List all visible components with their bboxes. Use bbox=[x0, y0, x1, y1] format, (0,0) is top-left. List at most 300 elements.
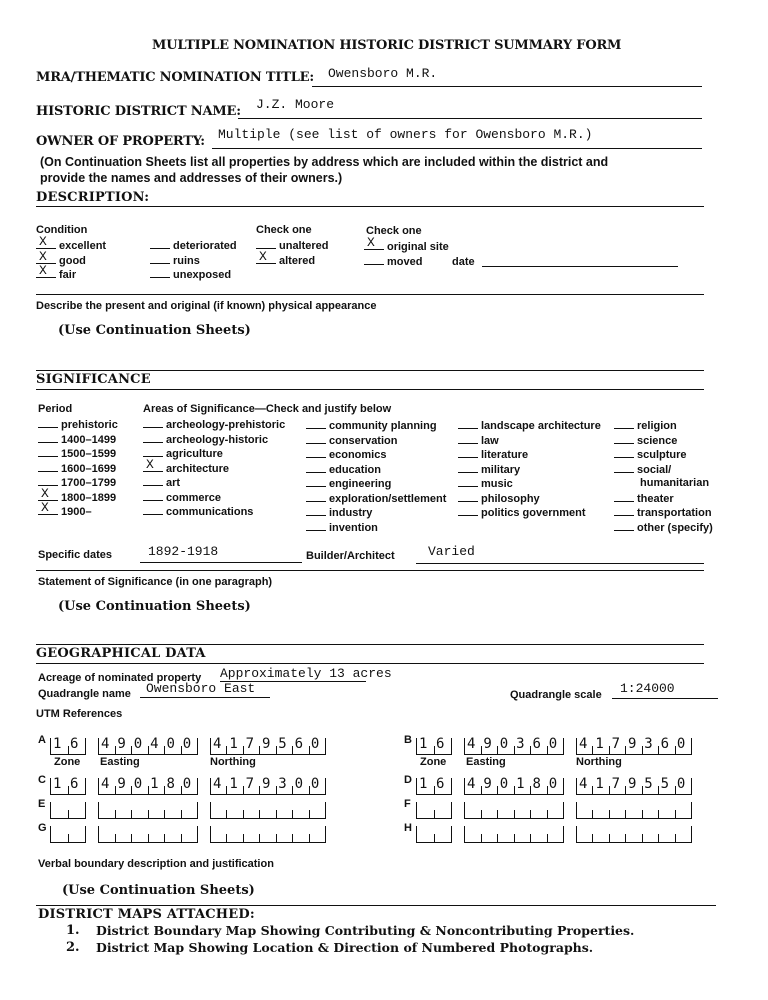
site-list bbox=[364, 235, 449, 268]
utm-digit-cell bbox=[132, 810, 149, 818]
utm-letter: B bbox=[404, 734, 412, 746]
period-list bbox=[38, 417, 118, 519]
checkbox-row bbox=[150, 238, 237, 253]
utm-northing-box[interactable] bbox=[210, 802, 326, 819]
utm-digit-cell bbox=[417, 834, 435, 842]
utm-digit-cell bbox=[626, 834, 642, 842]
checkbox-row bbox=[143, 475, 285, 490]
checkbox-row bbox=[614, 462, 713, 477]
checkbox-row bbox=[306, 520, 446, 535]
checkbox-label: 1600–1699 bbox=[61, 462, 117, 475]
check-blank[interactable] bbox=[143, 417, 163, 428]
utm-easting-box[interactable] bbox=[464, 826, 564, 843]
verbal-boundary-label: Verbal boundary description and justification bbox=[38, 858, 274, 870]
condition-list-2 bbox=[150, 238, 237, 282]
description-use-continuation: (Use Continuation Sheets) bbox=[58, 323, 251, 338]
checkbox-row bbox=[143, 446, 285, 461]
checkbox-row bbox=[458, 418, 601, 433]
checkbox-label: invention bbox=[329, 521, 378, 534]
maps-item-2-num: 2. bbox=[66, 940, 80, 955]
checkbox-label: ruins bbox=[173, 254, 200, 267]
checkbox-label: music bbox=[481, 478, 513, 490]
checkbox-row bbox=[143, 456, 285, 476]
checkbox-row bbox=[143, 504, 285, 519]
specific-dates-label: Specific dates bbox=[38, 549, 112, 561]
maps-rule bbox=[36, 905, 716, 906]
check-blank[interactable] bbox=[458, 462, 478, 473]
utm-northing-box[interactable] bbox=[576, 802, 692, 819]
checkbox-label: religion bbox=[637, 420, 677, 432]
utm-digit-cell bbox=[498, 834, 515, 842]
utm-digit-cell bbox=[51, 810, 69, 818]
owner-value[interactable]: Multiple (see list of owners for Owensboro M.R.) bbox=[218, 127, 593, 142]
checkbox-label: good bbox=[59, 254, 86, 267]
check-blank[interactable] bbox=[150, 267, 170, 278]
mra-label: MRA/THEMATIC NOMINATION TITLE: bbox=[36, 70, 314, 85]
utm-digit-cell bbox=[293, 810, 309, 818]
utm-digit-cell bbox=[610, 810, 626, 818]
areas-col-2 bbox=[306, 418, 446, 534]
checkbox-label: moved bbox=[387, 255, 423, 268]
checkbox-label: 1500–1599 bbox=[61, 448, 117, 460]
utm-digit-cell bbox=[165, 834, 182, 842]
checkbox-row bbox=[458, 462, 601, 477]
utm-digit-cell bbox=[482, 810, 499, 818]
utm-digit-cell bbox=[51, 834, 69, 842]
date-label: date bbox=[452, 256, 475, 268]
areas-col-3 bbox=[458, 418, 601, 520]
significance-rule bbox=[36, 389, 704, 390]
check-blank[interactable] bbox=[38, 500, 58, 516]
check-blank[interactable] bbox=[614, 520, 634, 531]
checkbox-label: agriculture bbox=[166, 448, 223, 460]
check-mark: X bbox=[41, 500, 49, 516]
period-label: Period bbox=[38, 403, 73, 415]
utm-digit-cell bbox=[435, 834, 452, 842]
utm-digit-cell bbox=[260, 810, 276, 818]
checkbox-row bbox=[458, 433, 601, 448]
check-blank[interactable] bbox=[364, 235, 384, 251]
checkbox-row bbox=[38, 417, 118, 432]
utm-digit-cell bbox=[293, 834, 309, 842]
utm-easting-box[interactable] bbox=[98, 802, 198, 819]
check-blank[interactable] bbox=[38, 475, 58, 486]
utm-digit-cell bbox=[149, 810, 166, 818]
checkbox-row bbox=[306, 447, 446, 462]
geo-use-continuation: (Use Continuation Sheets) bbox=[62, 883, 255, 898]
check-blank[interactable] bbox=[143, 490, 163, 501]
check-mark: X bbox=[39, 248, 47, 264]
utm-digit-cell bbox=[182, 834, 198, 842]
checkbox-row bbox=[150, 267, 237, 282]
description-rule bbox=[36, 206, 704, 207]
statement-label: Statement of Significance (in one paragraph) bbox=[38, 576, 273, 588]
utm-zone-box[interactable] bbox=[50, 826, 86, 843]
district-underline bbox=[238, 118, 702, 119]
areas-col-1 bbox=[143, 417, 285, 519]
utm-easting-box-value: 490180 bbox=[467, 776, 566, 792]
check-blank[interactable] bbox=[36, 234, 56, 250]
mra-value[interactable]: Owensboro M.R. bbox=[328, 66, 438, 81]
appearance-label: Describe the present and original (if known) physical appearance bbox=[36, 300, 377, 312]
check-blank[interactable] bbox=[458, 418, 478, 429]
check-blank[interactable] bbox=[458, 505, 478, 516]
utm-zone-box-value: 16 bbox=[53, 736, 88, 752]
utm-zone-label: Zone bbox=[420, 756, 447, 768]
check-blank[interactable] bbox=[38, 446, 58, 457]
checkbox-row bbox=[306, 433, 446, 448]
check-blank[interactable] bbox=[306, 462, 326, 473]
checkbox-row bbox=[458, 476, 601, 491]
utm-digit-cell bbox=[548, 810, 564, 818]
check-one-alteration-label: Check one bbox=[256, 224, 312, 236]
check-blank[interactable] bbox=[364, 254, 384, 265]
utm-digit-cell bbox=[626, 810, 642, 818]
utm-digit-cell bbox=[482, 834, 499, 842]
utm-northing-box[interactable] bbox=[210, 826, 326, 843]
maps-item-2-text: District Map Showing Location & Direction of Numbered Photographs. bbox=[96, 940, 594, 955]
checkbox-row bbox=[306, 462, 446, 477]
check-blank[interactable] bbox=[458, 447, 478, 458]
checkbox-label: unexposed bbox=[173, 269, 232, 281]
utm-easting-box[interactable] bbox=[464, 802, 564, 819]
checkbox-label: communications bbox=[166, 506, 254, 518]
utm-digit-cell bbox=[577, 834, 593, 842]
form-title: MULTIPLE NOMINATION HISTORIC DISTRICT SUMMARY FORM bbox=[152, 38, 622, 53]
checkbox-label: transportation bbox=[637, 507, 712, 519]
utm-zone-box-value: 16 bbox=[419, 736, 454, 752]
utm-digit-cell bbox=[515, 834, 532, 842]
check-blank[interactable] bbox=[38, 461, 58, 472]
check-blank[interactable] bbox=[38, 485, 58, 501]
acreage-label: Acreage of nominated property bbox=[38, 672, 202, 684]
checkbox-label: unaltered bbox=[279, 240, 329, 252]
utm-digit-cell bbox=[227, 810, 243, 818]
utm-digit-cell bbox=[69, 810, 86, 818]
utm-digit-cell bbox=[643, 810, 659, 818]
checkbox-row bbox=[143, 490, 285, 505]
check-mark: X bbox=[39, 234, 47, 250]
utm-digit-cell bbox=[531, 834, 548, 842]
utm-zone-box[interactable] bbox=[416, 802, 452, 819]
check-mark: X bbox=[39, 263, 47, 279]
utm-northing-box-value: 4179360 bbox=[579, 736, 694, 752]
check-blank[interactable] bbox=[38, 417, 58, 428]
check-blank[interactable] bbox=[458, 491, 478, 502]
utm-digit-cell bbox=[593, 810, 609, 818]
quad-name-label: Quadrangle name bbox=[38, 688, 131, 700]
builder-value[interactable]: Varied bbox=[428, 544, 475, 559]
dates-underline bbox=[140, 562, 302, 563]
utm-zone-box[interactable] bbox=[50, 802, 86, 819]
builder-label: Builder/Architect bbox=[306, 550, 395, 562]
utm-digit-cell bbox=[548, 834, 564, 842]
check-blank[interactable] bbox=[150, 238, 170, 249]
utm-digit-cell bbox=[610, 834, 626, 842]
check-blank[interactable] bbox=[306, 505, 326, 516]
areas-col-4 bbox=[614, 418, 713, 534]
utm-digit-cell bbox=[99, 810, 116, 818]
checkbox-label: excellent bbox=[59, 240, 107, 252]
checkbox-row bbox=[38, 475, 118, 490]
checkbox-label: conservation bbox=[329, 434, 398, 447]
utm-digit-cell bbox=[182, 810, 198, 818]
checkbox-row bbox=[614, 476, 713, 491]
checkbox-row bbox=[36, 263, 106, 282]
check-blank[interactable] bbox=[306, 418, 326, 429]
check-blank[interactable] bbox=[306, 520, 326, 531]
checkbox-row bbox=[143, 417, 285, 432]
check-blank[interactable] bbox=[38, 432, 58, 443]
checkbox-row bbox=[614, 505, 713, 520]
utm-digit-cell bbox=[310, 810, 325, 818]
checkbox-label: altered bbox=[279, 254, 316, 267]
utm-digit-cell bbox=[659, 810, 675, 818]
utm-digit-cell bbox=[435, 810, 452, 818]
checkbox-label: commerce bbox=[166, 491, 222, 504]
utm-easting-box-value: 490180 bbox=[101, 776, 200, 792]
significance-heading: SIGNIFICANCE bbox=[36, 372, 151, 387]
checkbox-label: 1900– bbox=[61, 506, 92, 518]
checkbox-label: economics bbox=[329, 449, 387, 461]
utm-digit-cell bbox=[417, 810, 435, 818]
checkbox-label: philosophy bbox=[481, 492, 540, 505]
maps-item-1-text: District Boundary Map Showing Contributing & Noncontributing Properties. bbox=[96, 923, 635, 938]
quad-name-value[interactable]: Owensboro East bbox=[146, 681, 256, 696]
checkbox-label: literature bbox=[481, 449, 529, 461]
check-blank[interactable] bbox=[143, 432, 163, 443]
utm-digit-cell bbox=[676, 834, 691, 842]
utm-digit-cell bbox=[99, 834, 116, 842]
checkbox-row bbox=[38, 461, 118, 476]
utm-zone-label: Zone bbox=[54, 756, 81, 768]
utm-digit-cell bbox=[465, 834, 482, 842]
checkbox-row bbox=[306, 491, 446, 506]
utm-northing-box-value: 4179560 bbox=[213, 736, 328, 752]
utm-digit-cell bbox=[244, 834, 260, 842]
utm-letter: G bbox=[38, 822, 47, 834]
check-blank[interactable] bbox=[458, 433, 478, 444]
checkbox-row bbox=[38, 432, 118, 447]
utm-easting-box[interactable] bbox=[98, 826, 198, 843]
checkbox-row bbox=[38, 485, 118, 505]
checkbox-row bbox=[458, 505, 601, 520]
utm-digit-cell bbox=[165, 810, 182, 818]
areas-label: Areas of Significance—Check and justify below bbox=[143, 403, 392, 415]
checkbox-row bbox=[614, 447, 713, 462]
utm-zone-box-value: 16 bbox=[419, 776, 454, 792]
check-blank[interactable] bbox=[143, 456, 163, 472]
utm-digit-cell bbox=[260, 834, 276, 842]
geo-rule bbox=[36, 663, 704, 664]
utm-letter: E bbox=[38, 798, 46, 810]
utm-label: UTM References bbox=[36, 708, 123, 720]
utm-zone-box[interactable] bbox=[416, 826, 452, 843]
check-blank[interactable] bbox=[36, 248, 56, 264]
checkbox-label: science bbox=[637, 434, 678, 447]
condition-list bbox=[36, 234, 107, 282]
checkbox-label: social/ bbox=[637, 463, 672, 476]
geo-heading: GEOGRAPHICAL DATA bbox=[36, 646, 206, 661]
checkbox-label: law bbox=[481, 434, 499, 447]
quad-name-underline bbox=[140, 697, 270, 698]
utm-digit-cell bbox=[211, 834, 227, 842]
checkbox-row bbox=[614, 418, 713, 433]
check-blank[interactable] bbox=[458, 476, 478, 487]
acreage-value[interactable]: Approximately 13 acres bbox=[220, 666, 392, 681]
geo-rule-top bbox=[36, 644, 704, 645]
utm-digit-cell bbox=[515, 810, 532, 818]
checkbox-label: politics government bbox=[481, 507, 586, 519]
condition-label: Condition bbox=[36, 224, 88, 236]
utm-letter: D bbox=[404, 774, 412, 786]
utm-digit-cell bbox=[676, 810, 691, 818]
check-blank[interactable] bbox=[150, 253, 170, 264]
utm-easting-box-value: 490360 bbox=[467, 736, 566, 752]
check-one-site-label: Check one bbox=[366, 225, 422, 237]
checkbox-row bbox=[614, 520, 713, 535]
checkbox-row bbox=[306, 418, 446, 433]
check-blank[interactable] bbox=[614, 505, 634, 516]
maps-item-1-num: 1. bbox=[66, 923, 80, 938]
checkbox-label: exploration/settlement bbox=[329, 492, 447, 505]
checkbox-row bbox=[143, 432, 285, 447]
utm-northing-box-value: 4179550 bbox=[579, 776, 694, 792]
checkbox-label: engineering bbox=[329, 478, 392, 490]
checkbox-row bbox=[364, 254, 449, 269]
utm-easting-box-value: 490400 bbox=[101, 736, 200, 752]
continuation-note-1: (On Continuation Sheets list all properties by address which are included within the district and bbox=[40, 155, 609, 169]
checkbox-label: archeology-prehistoric bbox=[166, 419, 286, 431]
district-value[interactable]: J.Z. Moore bbox=[256, 97, 335, 112]
utm-northing-box[interactable] bbox=[576, 826, 692, 843]
check-blank[interactable] bbox=[306, 491, 326, 502]
check-blank[interactable] bbox=[256, 248, 276, 264]
utm-digit-cell bbox=[498, 810, 515, 818]
utm-digit-cell bbox=[149, 834, 166, 842]
checkbox-row bbox=[614, 491, 713, 506]
check-mark: X bbox=[146, 456, 154, 472]
check-blank[interactable] bbox=[143, 475, 163, 486]
checkbox-label: industry bbox=[329, 507, 373, 519]
checkbox-label: other (specify) bbox=[637, 521, 713, 534]
utm-easting-label: Easting bbox=[466, 756, 506, 768]
significance-rule-2 bbox=[36, 570, 704, 571]
check-blank[interactable] bbox=[306, 433, 326, 444]
utm-digit-cell bbox=[643, 834, 659, 842]
utm-letter: C bbox=[38, 774, 46, 786]
utm-easting-label: Easting bbox=[100, 756, 140, 768]
quad-scale-underline bbox=[612, 698, 718, 699]
utm-digit-cell bbox=[211, 810, 227, 818]
check-blank[interactable] bbox=[306, 476, 326, 487]
checkbox-label: architecture bbox=[166, 462, 229, 475]
check-blank[interactable] bbox=[614, 433, 634, 444]
checkbox-row bbox=[458, 491, 601, 506]
checkbox-label: landscape architecture bbox=[481, 420, 601, 432]
check-blank[interactable] bbox=[614, 491, 634, 502]
significance-use-continuation: (Use Continuation Sheets) bbox=[58, 599, 251, 614]
utm-digit-cell bbox=[659, 834, 675, 842]
owner-label: OWNER OF PROPERTY: bbox=[36, 134, 205, 149]
check-blank[interactable] bbox=[143, 446, 163, 457]
owner-underline bbox=[212, 148, 702, 149]
district-label: HISTORIC DISTRICT NAME: bbox=[36, 104, 241, 119]
description-rule-2 bbox=[36, 294, 704, 295]
utm-digit-cell bbox=[593, 834, 609, 842]
check-blank[interactable] bbox=[143, 504, 163, 515]
quad-scale-label: Quadrangle scale bbox=[510, 689, 602, 701]
alteration-list bbox=[256, 238, 329, 267]
checkbox-label: 1700–1799 bbox=[61, 477, 117, 489]
check-blank[interactable] bbox=[614, 462, 634, 473]
utm-digit-cell bbox=[116, 834, 133, 842]
checkbox-label: original site bbox=[387, 241, 449, 253]
checkbox-row bbox=[306, 476, 446, 491]
date-underline bbox=[482, 266, 678, 267]
utm-letter: F bbox=[404, 798, 411, 810]
check-mark: X bbox=[259, 248, 267, 264]
check-blank[interactable] bbox=[36, 263, 56, 279]
check-blank[interactable] bbox=[614, 418, 634, 429]
checkbox-row bbox=[306, 505, 446, 520]
description-heading: DESCRIPTION: bbox=[36, 190, 150, 205]
checkbox-row bbox=[614, 433, 713, 448]
utm-northing-label: Northing bbox=[210, 756, 256, 768]
checkbox-label: community planning bbox=[329, 420, 437, 432]
check-mark: X bbox=[367, 235, 375, 251]
utm-digit-cell bbox=[277, 810, 293, 818]
specific-dates-value[interactable]: 1892-1918 bbox=[148, 544, 219, 559]
significance-rule-top bbox=[36, 370, 704, 371]
checkbox-label: archeology-historic bbox=[166, 433, 269, 446]
utm-letter: H bbox=[404, 822, 412, 834]
checkbox-row bbox=[38, 500, 118, 519]
utm-digit-cell bbox=[69, 834, 86, 842]
utm-northing-label: Northing bbox=[576, 756, 622, 768]
checkbox-label: theater bbox=[637, 492, 674, 505]
checkbox-label: prehistoric bbox=[61, 419, 118, 431]
utm-digit-cell bbox=[132, 834, 149, 842]
checkbox-label: military bbox=[481, 463, 521, 476]
checkbox-label: humanitarian bbox=[640, 477, 710, 489]
builder-underline bbox=[416, 563, 704, 564]
utm-zone-box-value: 16 bbox=[53, 776, 88, 792]
utm-digit-cell bbox=[531, 810, 548, 818]
utm-digit-cell bbox=[577, 810, 593, 818]
check-blank[interactable] bbox=[256, 238, 276, 249]
checkbox-label: sculpture bbox=[637, 449, 687, 461]
utm-digit-cell bbox=[244, 810, 260, 818]
utm-digit-cell bbox=[227, 834, 243, 842]
check-blank[interactable] bbox=[306, 447, 326, 458]
checkbox-row bbox=[256, 248, 329, 268]
checkbox-row bbox=[150, 253, 237, 268]
checkbox-label: art bbox=[166, 477, 181, 489]
checkbox-label: 1800–1899 bbox=[61, 491, 117, 504]
checkbox-row bbox=[458, 447, 601, 462]
utm-letter: A bbox=[38, 734, 46, 746]
utm-digit-cell bbox=[277, 834, 293, 842]
checkbox-row bbox=[38, 446, 118, 461]
quad-scale-value[interactable]: 1:24000 bbox=[620, 681, 675, 696]
utm-digit-cell bbox=[116, 810, 133, 818]
checkbox-label: 1400–1499 bbox=[61, 433, 117, 446]
check-blank[interactable] bbox=[614, 447, 634, 458]
continuation-note-2: provide the names and addresses of their owners.) bbox=[40, 171, 343, 185]
check-mark: X bbox=[41, 485, 49, 501]
utm-digit-cell bbox=[465, 810, 482, 818]
